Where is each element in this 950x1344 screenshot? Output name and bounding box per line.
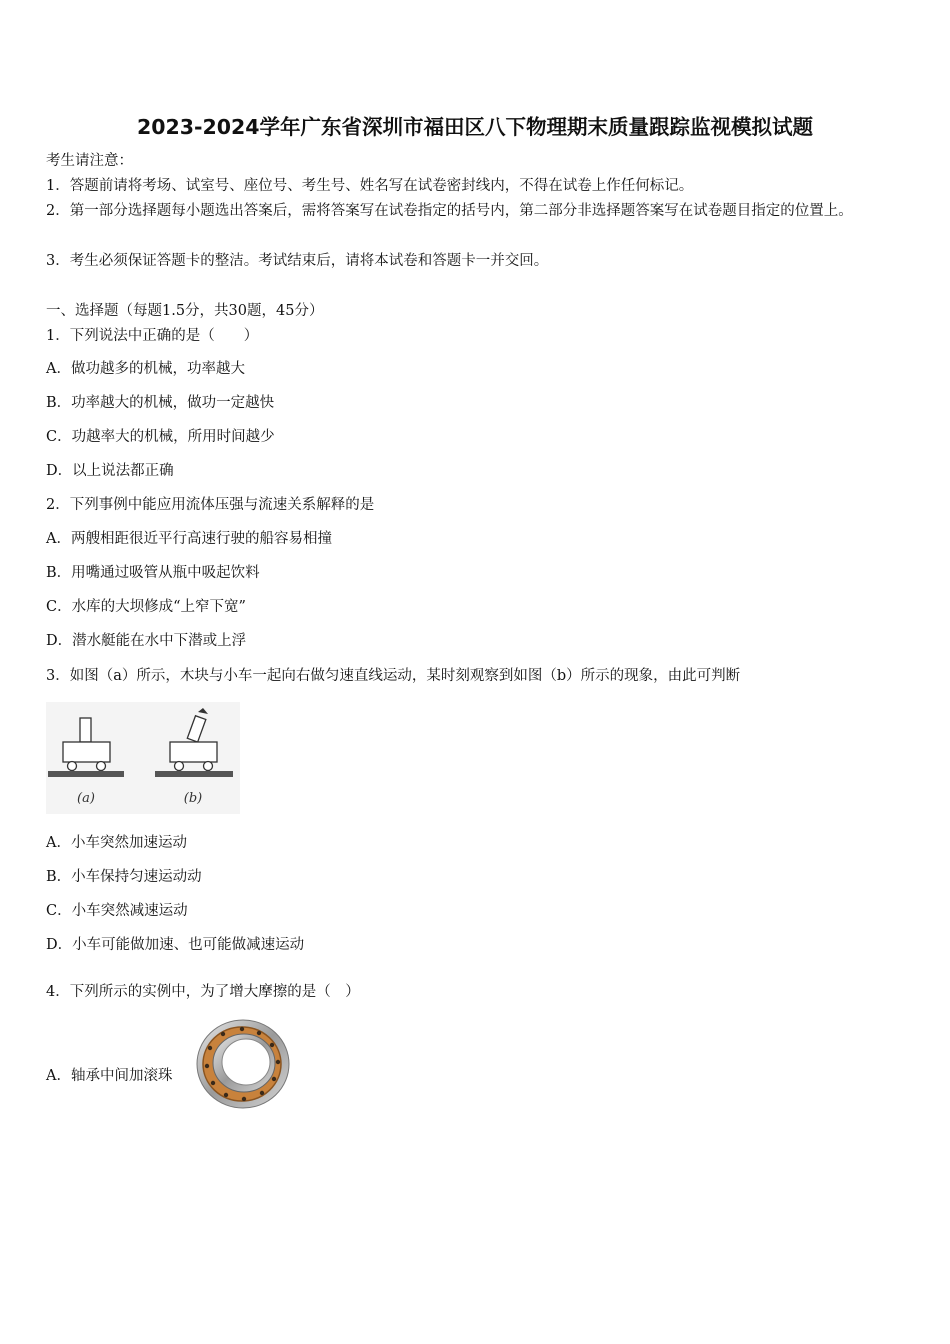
question-3-option-c: C．小车突然减速运动 — [46, 903, 188, 919]
cart-b-wheel — [175, 762, 184, 771]
page-title: 2023-2024学年广东省深圳市福田区八下物理期末质量跟踪监视模拟试题 — [136, 115, 814, 139]
question-1-option-b: B．功率越大的机械，做功一定越快 — [46, 395, 275, 411]
bearing-image — [193, 1016, 295, 1112]
question-3-stem: 3．如图（a）所示，木块与小车一起向右做匀速直线运动，某时刻观察到如图（b）所示的现象，由此可判断 — [46, 668, 741, 684]
figure-b-label: (b) — [183, 791, 203, 806]
notice-heading: 考生请注意： — [46, 153, 133, 169]
ground-b — [155, 771, 233, 777]
section-heading: 一、选择题（每题1.5分，共30题，45分） — [46, 303, 324, 319]
question-1-option-c: C．功越率大的机械，所用时间越少 — [46, 429, 275, 445]
question-1-stem: 1．下列说法中正确的是（ ） — [46, 328, 259, 344]
notice-item-2: 2．第一部分选择题每小题选出答案后，需将答案写在试卷指定的括号内，第二部分非选择题答案写在试卷题目指定的位置上。 — [46, 203, 853, 219]
bearing-bore — [222, 1039, 270, 1085]
upright-block — [80, 718, 91, 742]
question-2-option-a: A．两艘相距很近平行高速行驶的船容易相撞 — [46, 531, 332, 547]
question-1-option-a: A．做功越多的机械，功率越大 — [46, 361, 245, 377]
figure-a-label: (a) — [77, 791, 95, 806]
ground-a — [48, 771, 124, 777]
question-4-option-a: A．轴承中间加滚珠 — [46, 1068, 173, 1084]
question-3-option-b: B．小车保持匀速运动动 — [46, 869, 202, 885]
cart-a-wheel — [68, 762, 77, 771]
question-4-stem: 4．下列所示的实例中，为了增大摩擦的是（ ） — [46, 984, 360, 1000]
question-3-option-d: D．小车可能做加速、也可能做减速运动 — [46, 937, 305, 953]
question-3-option-a: A．小车突然加速运动 — [46, 835, 187, 851]
cart-b-wheel — [204, 762, 213, 771]
cart-block-figure — [46, 702, 240, 814]
question-1-option-d: D．以上说法都正确 — [46, 463, 174, 479]
cart-a-wheel — [97, 762, 106, 771]
notice-item-3: 3．考生必须保证答题卡的整洁。考试结束后，请将本试卷和答题卡一并交回。 — [46, 253, 549, 269]
question-2-option-b: B．用嘴通过吸管从瓶中吸起饮料 — [46, 565, 260, 581]
question-2-stem: 2．下列事例中能应用流体压强与流速关系解释的是 — [46, 497, 375, 513]
question-2-option-d: D．潜水艇能在水中下潜或上浮 — [46, 633, 247, 649]
question-2-option-c: C．水库的大坝修成“上窄下宽” — [46, 599, 246, 615]
notice-item-1: 1．答题前请将考场、试室号、座位号、考生号、姓名写在试卷密封线内，不得在试卷上作任何标记。 — [46, 178, 694, 194]
cart-b-body — [170, 742, 217, 762]
cart-a-body — [63, 742, 110, 762]
